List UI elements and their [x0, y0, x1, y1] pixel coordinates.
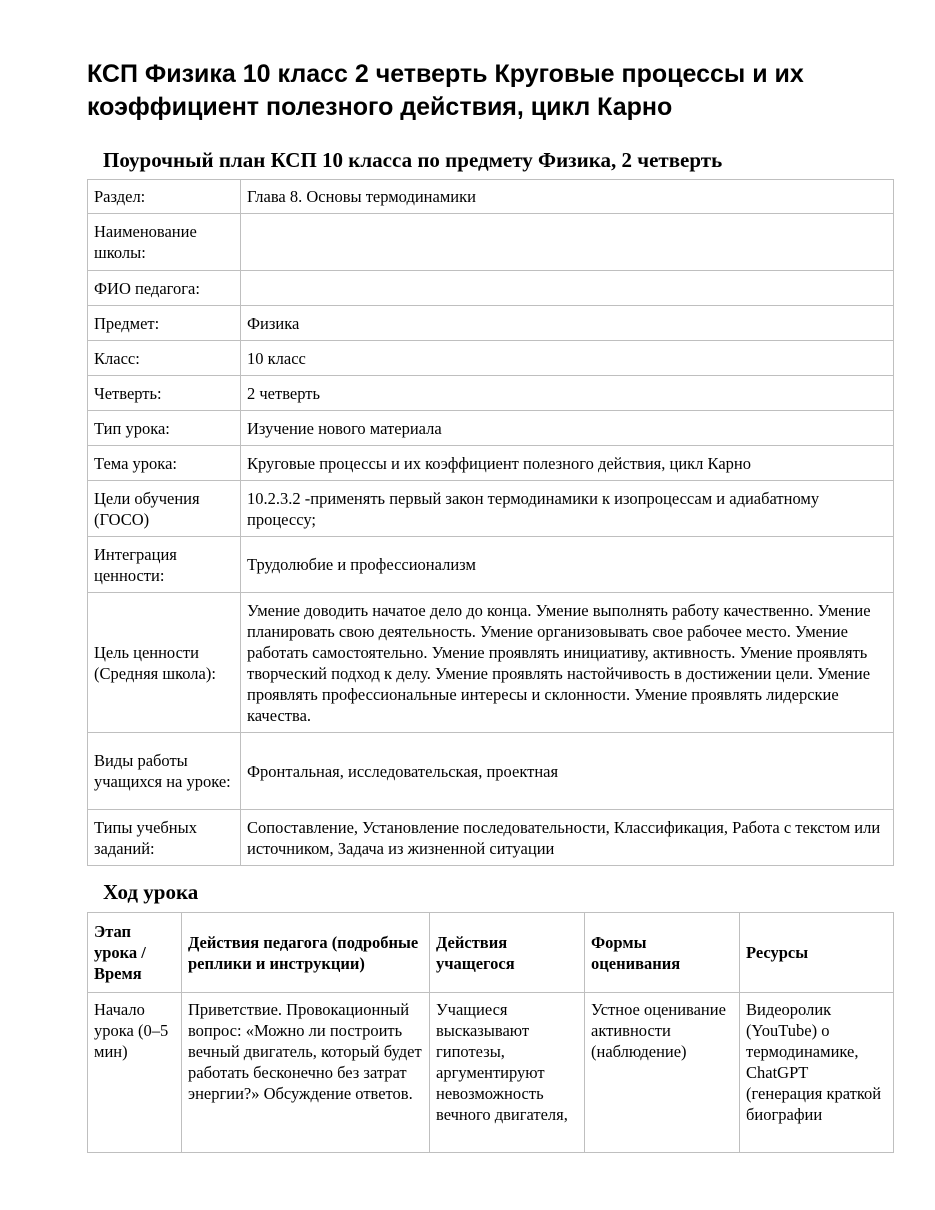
row-label: Четверть:: [88, 376, 241, 411]
table-row: [88, 214, 894, 271]
plan-heading: Поурочный план КСП 10 класса по предмету Физика, 2 четверть: [103, 148, 723, 172]
lesson-plan-table: [87, 179, 894, 866]
table-row: [88, 993, 894, 1153]
row-label: Виды работы учащихся на уроке:: [88, 733, 241, 810]
cell-teacher-actions: Приветствие. Провокационный вопрос: «Можно ли построить вечный двигатель, который будет работать бесконечно без затрат энергии?» Обсуждение ответов.: [182, 993, 430, 1153]
table-header-row: [88, 913, 894, 993]
row-label: Типы учебных заданий:: [88, 810, 241, 866]
row-label: Цель ценности (Средняя школа):: [88, 593, 241, 733]
column-header-assessment: Формы оценивания: [585, 913, 740, 993]
row-value: 10 класс: [241, 341, 894, 376]
table-row: [88, 810, 894, 866]
row-value: Глава 8. Основы термодинамики: [241, 180, 894, 214]
document-title: КСП Физика 10 класс 2 четверть Круговые процессы и их коэффициент полезного действия, цикл Карно: [87, 60, 804, 121]
cell-assessment: Устное оценивание активности (наблюдение): [585, 993, 740, 1153]
row-value: [241, 214, 894, 271]
column-header-stage: Этап урока / Время: [88, 913, 182, 993]
row-label: Класс:: [88, 341, 241, 376]
row-label: Предмет:: [88, 306, 241, 341]
row-value: Умение доводить начатое дело до конца. Умение выполнять работу качественно. Умение планировать свою деятельность. Умение организовывать свое рабочее место. Умение работать самостоятельно. Умение проявлять инициативу, активность. Умение проявлять творческий подход к делу. Умение проявлять настойчивость в достижении цели. Умение проявлять профессиональные интересы и склонности. Умение проявлять лидерские качества.: [241, 593, 894, 733]
column-header-resources: Ресурсы: [740, 913, 894, 993]
row-label: Тип урока:: [88, 411, 241, 446]
course-heading: Ход урока: [103, 880, 199, 904]
row-label: Наименование школы:: [88, 214, 241, 271]
cell-stage: Начало урока (0–5 мин): [88, 993, 182, 1153]
row-value: Сопоставление, Установление последовательности, Классификация, Работа с текстом или источником, Задача из жизненной ситуации: [241, 810, 894, 866]
lesson-course-table: [87, 912, 894, 1153]
row-label: Цели обучения (ГОСО): [88, 481, 241, 537]
table-row: [88, 593, 894, 733]
row-label: Тема урока:: [88, 446, 241, 481]
table-row: [88, 341, 894, 376]
column-header-teacher-actions: Действия педагога (подробные реплики и инструкции): [182, 913, 430, 993]
table-row: [88, 271, 894, 306]
row-value: Круговые процессы и их коэффициент полезного действия, цикл Карно: [241, 446, 894, 481]
table-row: [88, 537, 894, 593]
table-row: [88, 733, 894, 810]
row-value: Изучение нового материала: [241, 411, 894, 446]
row-value: Физика: [241, 306, 894, 341]
row-value: 2 четверть: [241, 376, 894, 411]
table-row: [88, 306, 894, 341]
table-row: [88, 180, 894, 214]
cell-resources: Видеоролик (YouTube) о термодинамике, ChatGPT (генерация краткой биографии: [740, 993, 894, 1153]
row-label: ФИО педагога:: [88, 271, 241, 306]
table-row: [88, 481, 894, 537]
row-label: Интеграция ценности:: [88, 537, 241, 593]
row-value: Фронтальная, исследовательская, проектная: [241, 733, 894, 810]
cell-student-actions: Учащиеся высказывают гипотезы, аргументируют невозможность вечного двигателя,: [430, 993, 585, 1153]
table-row: [88, 446, 894, 481]
column-header-student-actions: Действия учащегося: [430, 913, 585, 993]
row-value: [241, 271, 894, 306]
table-row: [88, 411, 894, 446]
table-row: [88, 376, 894, 411]
row-value: 10.2.3.2 -применять первый закон термодинамики к изопроцессам и адиабатному процессу;: [241, 481, 894, 537]
row-value: Трудолюбие и профессионализм: [241, 537, 894, 593]
row-label: Раздел:: [88, 180, 241, 214]
